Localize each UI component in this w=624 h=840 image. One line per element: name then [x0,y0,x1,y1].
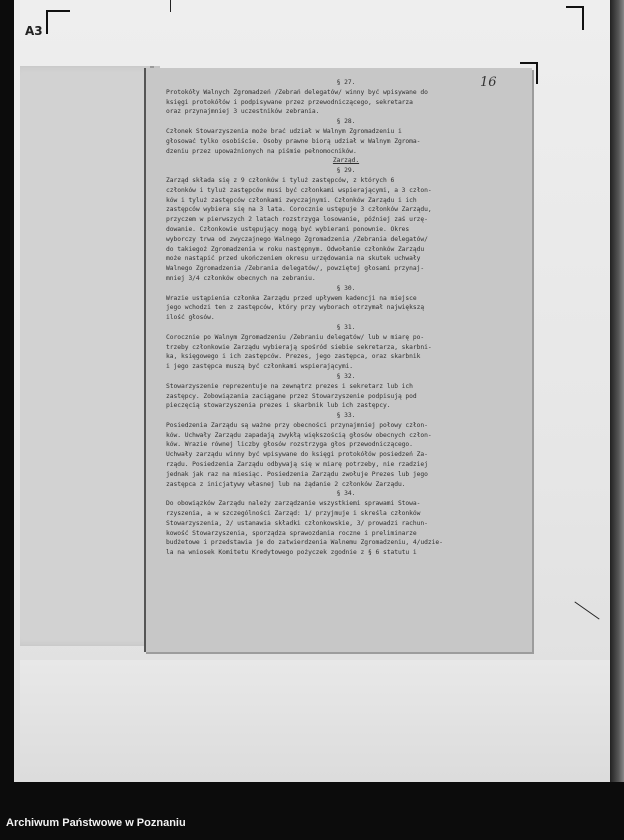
document-line: Członek Stowarzyszenia może brać udział w Walnym Zgromadzeniu i [166,127,402,135]
document-line: zastępca z inicjatywy własnej lub na żądanie 2 członków Zarządu. [166,480,406,488]
document-line: mniej 3/4 członków obecnych na zebraniu. [166,274,316,282]
document-line: Zarząd składa się z 9 członków i tyluż zastępców, z których 6 [166,176,395,184]
document-line: § 31. [336,323,356,331]
document-line: kowość Stowarzyszenia, sporządza sprawozdania roczne i preliminarze [166,529,417,537]
document-line: budżetowe i przedstawia je do zatwierdzenia Walnemu Zgromadzeniu, 4/udzie- [166,539,443,547]
document-line: dowanie. Członkowie ustępujący mogą być wybierani ponownie. Okres [166,225,410,233]
film-scratch [170,0,171,12]
document-text [166,78,526,558]
document-line: zastępcy. Zobowiązania zaciągane przez Stowarzyszenie podpisują pod [166,392,417,400]
document-line: rzyszenia, a w szczególności Zarząd: 1/ przyjmuje i skreśla członków [166,510,421,518]
underlying-sheet [20,66,160,646]
document-line: la na wniosek Komitetu Kredytowego pożyczek zgodnie z § 6 statutu i [166,549,417,557]
document-line: dzeniu przez upoważnionych na piśmie pełnomocników. [166,147,357,155]
document-line: Stowarzyszenie reprezentuje na zewnątrz prezes i sekretarz lub ich [166,382,413,390]
archive-credit: Archiwum Państwowe w Poznaniu [6,817,186,829]
document-line: jednak jak raz na miesiąc. Posiedzenia Zarządu zwołuje Prezes lub jego [166,470,428,478]
document-line: księgi protokółów i podpisywane przez przewodniczącego, sekretarza [166,98,413,106]
document-line: Protokóły Walnych Zgromadzeń /Zebrań delegatów/ winny być wpisywane do [166,88,428,96]
document-line: Uchwały zarządu winny być wpisywane do księgi protokółów posiedzeń Za- [166,451,428,459]
document-line: § 30. [336,284,356,292]
document-line: jego wchodzi ten z zastępców, który przy wyborach otrzymał największą [166,304,425,312]
document-line: § 34. [336,490,356,498]
document-line: ków. Wrazie równej liczby głosów rozstrzyga głos przewodniczącego. [166,441,413,449]
document-line: może nastąpić przed ukończeniem okresu urzędowania na skutek uchwały [166,255,421,263]
frame-label: A3 [25,24,43,38]
document-line: Corocznie po Walnym Zgromadzeniu /Zebraniu delegatów/ lub w miarę po- [166,333,425,341]
document-line: ków. Uchwały Zarządu zapadają zwykłą większością głosów obecnych człon- [166,431,432,439]
document-line: głosować tylko osobiście. Osoby prawne biorą udział w Walnym Zgroma- [166,137,421,145]
crop-mark-top-right [566,6,584,30]
document-line: zastępców wybiera się na 3 lata. Corocznie ustępuje 3 członków Zarządu, [166,206,432,214]
document-page [144,68,532,652]
footer-bar [0,782,624,840]
document-line: trzeby członkowie Zarządu wybierają spośród siebie sekretarza, skarbni- [166,343,432,351]
document-line: § 28. [336,118,356,126]
document-line: Walnego Zgromadzenia /Zebrania delegatów/, powziętej głosami przynaj- [166,265,425,273]
document-line: § 33. [336,412,356,420]
document-line: oraz przynajmniej 3 uczestników zebrania. [166,108,320,116]
document-line: Do obowiązków Zarządu należy zarządzanie wszystkiemi sprawami Stowa- [166,500,421,508]
document-line: i jego zastępca muszą być członkami wspierającymi. [166,363,354,371]
handwritten-page-number: 16 [480,75,497,90]
document-line: Wrazie ustąpienia członka Zarządu przed upływem kadencji na miejsce [166,294,417,302]
film-edge [610,0,624,782]
document-line: Posiedzenia Zarządu są ważne przy obecności przynajmniej połowy człon- [166,421,428,429]
document-line: wyborczy trwa od zwyczajnego Walnego Zgromadzenia /Zebrania delegatów/ [166,235,428,243]
document-line: do takiegoż Zgromadzenia w roku następnym. Odwołanie członków Zarządu [166,245,425,253]
document-line: ilość głosów. [166,314,215,322]
document-line: przyczem w pierwszych 2 latach rozstrzyga losowanie, później zaś urzę- [166,216,428,224]
document-line: rządu. Posiedzenia Zarządu odbywają się w miarę potrzeby, nie rzadziej [166,461,428,469]
document-line: § 27. [336,79,356,86]
scan-lower-blank-area [20,660,610,780]
document-line: ka, księgowego i ich zastępców. Prezes, jego zastępca, oraz skarbnik [166,353,421,361]
document-line: Zarząd. [332,157,360,165]
document-line: Stowarzyszenia, 2/ ustanawia składki członkowskie, 3/ prowadzi rachun- [166,519,428,527]
document-line: § 32. [336,372,356,380]
document-line: ków i tyluż zastępców członkami zwyczajnymi. Członków Zarządu i ich [166,196,417,204]
document-line: pieczęcią stowarzyszenia prezes i skarbnik lub ich zastępcy. [166,402,391,410]
document-line: § 29. [336,167,356,175]
document-line: członków i tyluż zastępców musi być członkami wspierającymi, a 3 człon- [166,186,432,194]
crop-mark-top-left [46,10,70,34]
